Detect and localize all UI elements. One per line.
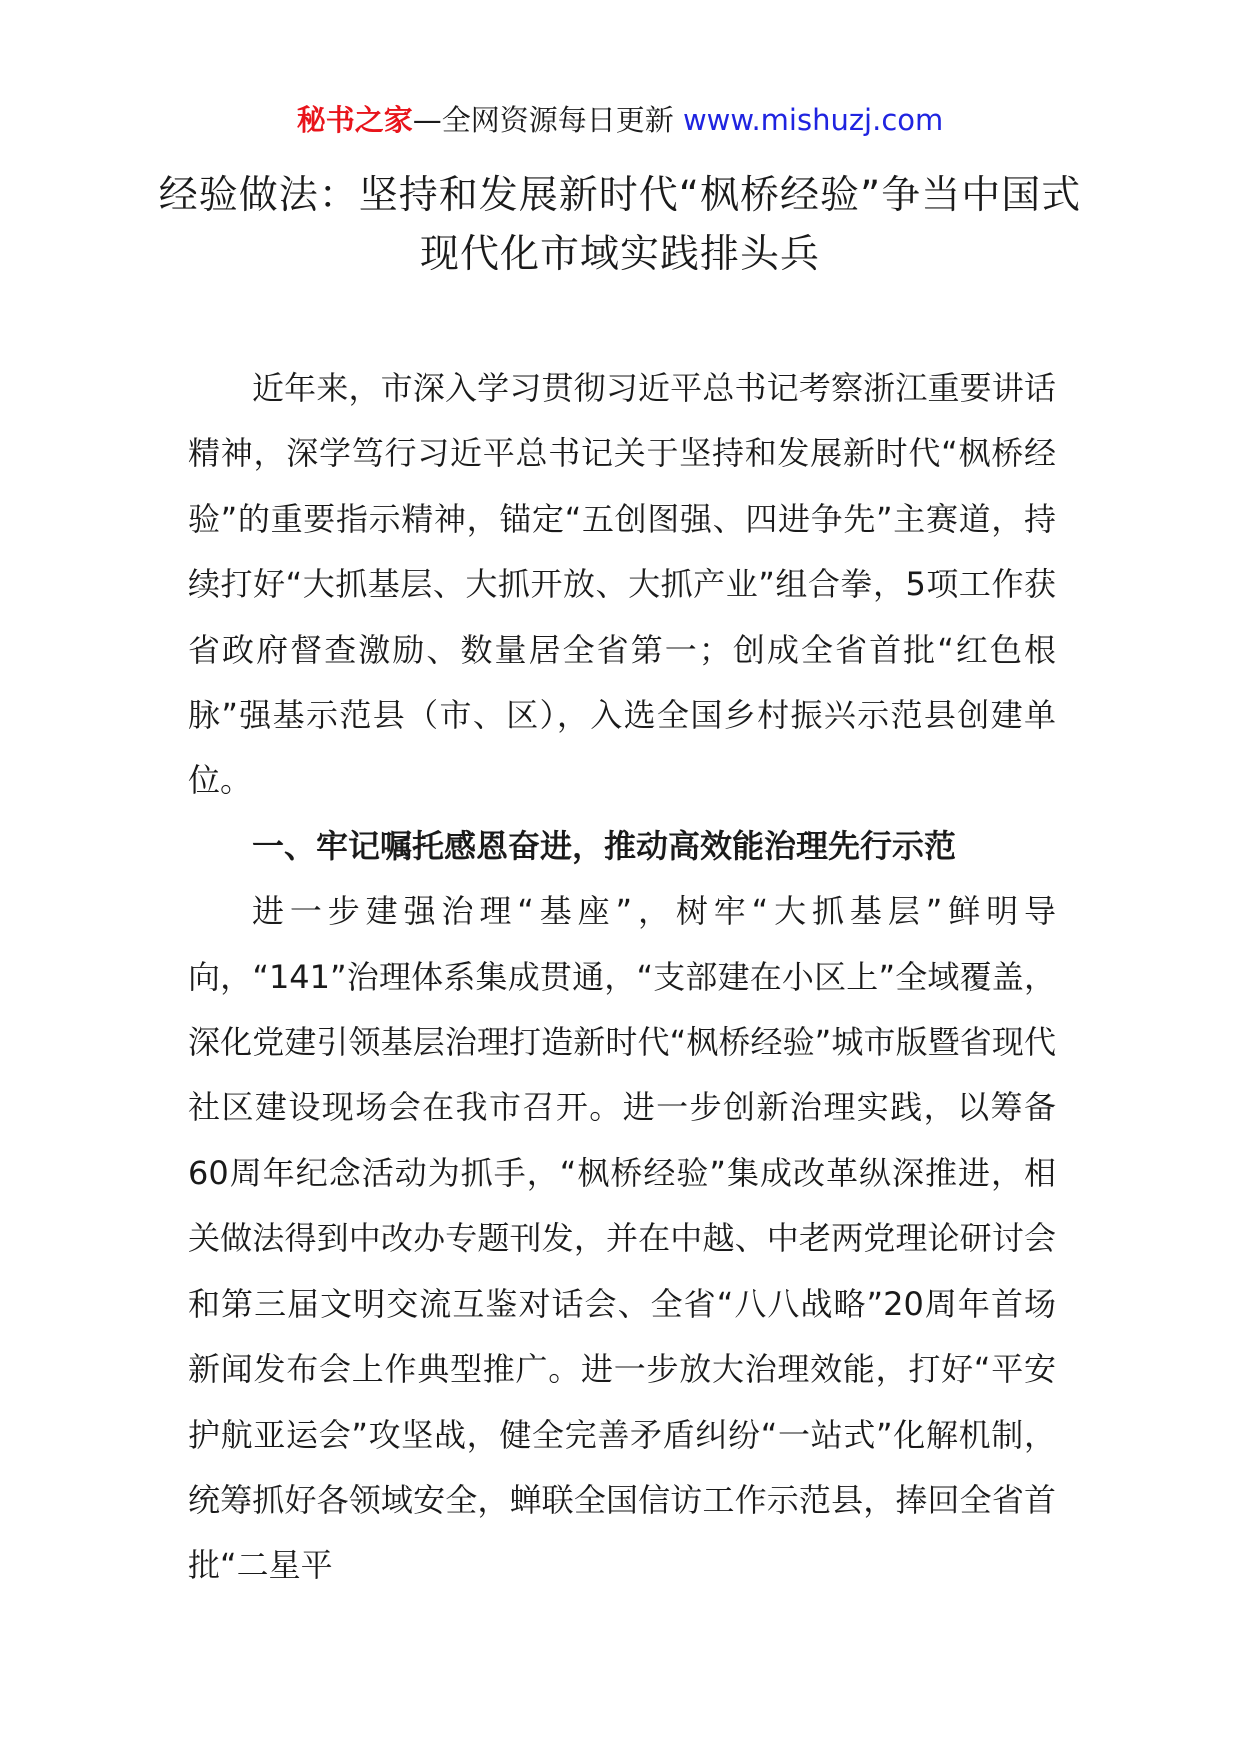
section-heading: 一、牢记嘱托感恩奋进，推动高效能治理先行示范	[252, 826, 957, 865]
brand-name: 秘书之家	[296, 103, 413, 137]
brand-tagline: —全网资源每日更新	[412, 103, 683, 137]
paragraph-section-1: 进一步建强治理“基座”，树牢“大抓基层”鲜明导向，“141”治理体系集成贯通，“支部建在小区上”全域覆盖，深化党建引领基层治理打造新时代“枫桥经验”城市版暨省现代社区建设现场会在我市召开。进一步创新治理实践，以筹备60周年纪念活动为抓手，“枫桥经验”集成改革纵深推进，相关做法得到中改办专题刊发，并在中越、中老两党理论研讨会和第三届文明交流互鉴对话会、全省“八八战略”20周年首场新闻发布会上作典型推广。进一步放大治理效能，打好“平安护航亚运会”攻坚战，健全完善矛盾纠纷“一站式”化解机制，统筹抓好各领域安全，蝉联全国信访工作示范县，捧回全省首批“二星平	[188, 892, 1056, 1585]
paragraph-intro: 近年来，市深入学习贯彻习近平总书记考察浙江重要讲话精神，深学笃行习近平总书记关于坚持和发展新时代“枫桥经验”的重要指示精神，锚定“五创图强、四进争先”主赛道，持续打好“大抓基层、大抓开放、大抓产业”组合拳，5项工作获省政府督查激励、数量居全省第一；创成全省首批“红色根脉”强基示范县（市、区），入选全国乡村振兴示范县创建单位。	[188, 369, 1056, 800]
watermark-header	[0, 100, 1240, 140]
document-title: 经验做法：坚持和发展新时代“枫桥经验”争当中国式现代化市域实践排头兵	[158, 173, 1082, 277]
site-link[interactable]: www.mishuzj.com	[682, 103, 944, 137]
document-body	[188, 356, 1056, 1599]
